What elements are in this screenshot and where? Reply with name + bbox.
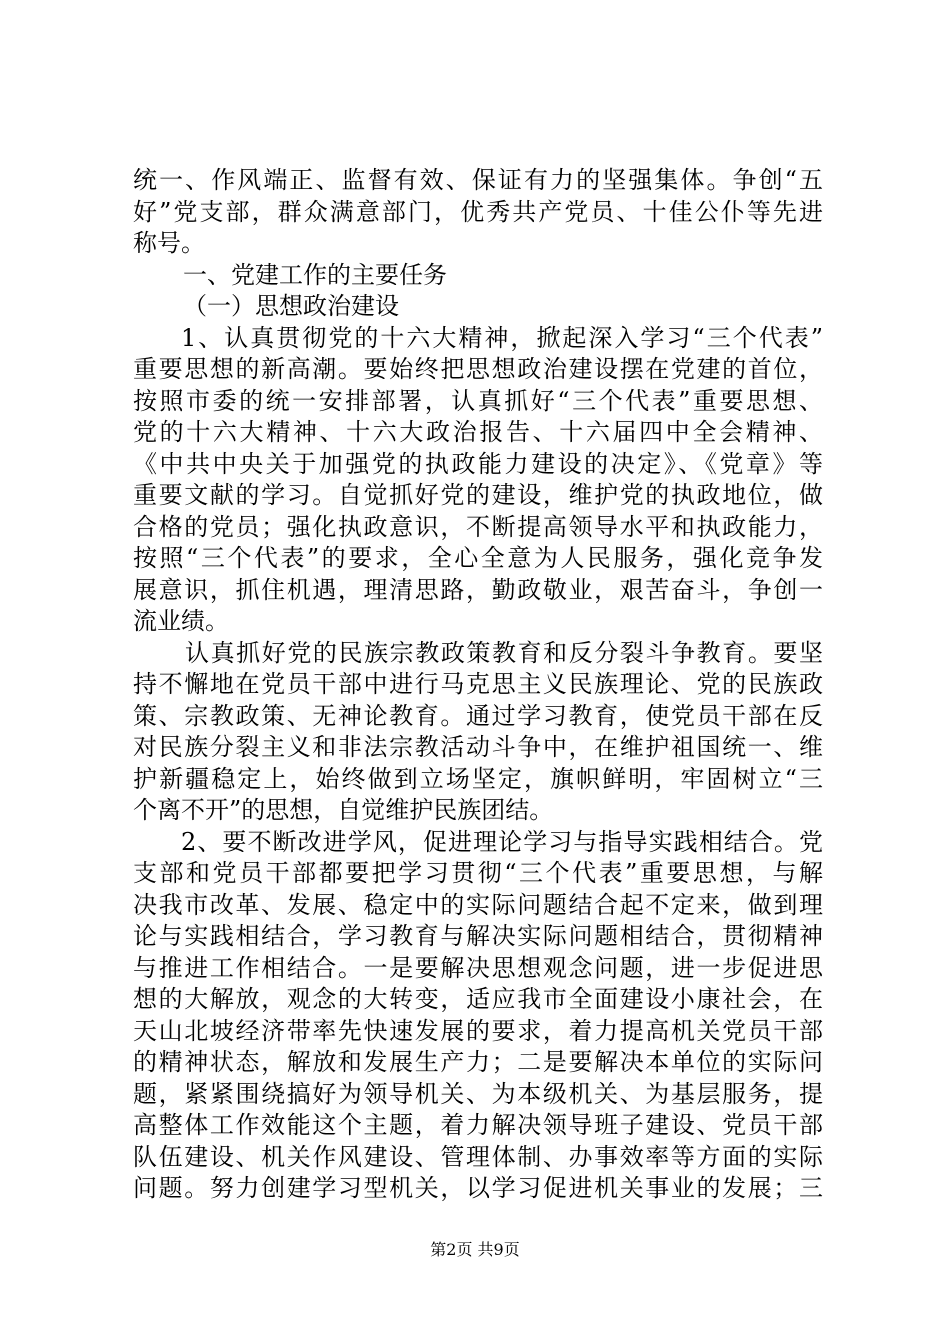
text-line: 重要思想的新高潮。要始终把思想政治建设摆在党建的首位，	[133, 355, 823, 383]
text-line: 一、党建工作的主要任务	[183, 260, 447, 289]
paragraph-1	[133, 165, 823, 260]
text-line: 问题。努力创建学习型机关，以学习促进机关事业的发展；三	[133, 1174, 823, 1202]
text-line: （一）思想政治建设	[183, 292, 399, 320]
text-line: 想的大解放，观念的大转变，适应我市全面建设小康社会，在	[133, 985, 823, 1013]
text-line: 合格的党员；强化执政意识，不断提高领导水平和执政能力，	[133, 512, 823, 541]
text-line: 论与实践相结合，学习教育与解决实际问题相结合，贯彻精神	[133, 922, 823, 950]
text-line: 称号。	[133, 229, 205, 257]
page-number-footer: 第2页 共9页	[430, 1240, 520, 1259]
text-line: 对民族分裂主义和非法宗教活动斗争中，在维护祖国统一、维	[133, 733, 823, 761]
text-line: 的精神状态，解放和发展生产力；二是要解决本单位的实际问	[133, 1048, 823, 1076]
text-line: 支部和党员干部都要把学习贯彻“三个代表”重要思想，与解	[133, 859, 823, 887]
text-line: 统一、作风端正、监督有效、保证有力的坚强集体。争创“五	[133, 166, 823, 194]
text-line: 护新疆稳定上，始终做到立场坚定，旗帜鲜明，牢固树立“三	[133, 764, 823, 793]
text-line: 队伍建设、机关作风建设、管理体制、办事效率等方面的实际	[133, 1142, 823, 1171]
paragraph-item-1	[133, 323, 823, 638]
text-line: 认真抓好党的民族宗教政策教育和反分裂斗争教育。要坚	[185, 638, 823, 667]
text-line: 按照市委的统一安排部署，认真抓好“三个代表”重要思想、	[133, 386, 823, 415]
text-line: 好”党支部，群众满意部门，优秀共产党员、十佳公仆等先进	[133, 197, 823, 226]
text-line: 流业绩。	[133, 607, 229, 635]
paragraph-ethnic-policy	[133, 638, 823, 827]
text-line: 题，紧紧围绕搞好为领导机关、为本级机关、为基层服务，提	[133, 1079, 823, 1108]
text-line: 党的十六大精神、十六大政治报告、十六届四中全会精神、	[133, 418, 823, 446]
section-heading	[133, 260, 823, 292]
text-line: 高整体工作效能这个主题，着力解决领导班子建设、党员干部	[133, 1111, 823, 1139]
text-line: 《中共中央关于加强党的执政能力建设的决定》、《党章》等	[133, 449, 823, 478]
text-line: 重要文献的学习。自觉抓好党的建设，维护党的执政地位，做	[133, 481, 823, 509]
text-line: 展意识，抓住机遇，理清思路，勤政敬业，艰苦奋斗，争创一	[133, 575, 823, 604]
document-body	[133, 165, 823, 1205]
text-line: 2、要不断改进学风，促进理论学习与指导实践相结合。党	[181, 827, 823, 856]
text-line: 1、认真贯彻党的十六大精神，掀起深入学习“三个代表”	[181, 323, 823, 352]
subsection-heading	[133, 291, 823, 323]
text-line: 个离不开”的思想，自觉维护民族团结。	[133, 796, 554, 824]
text-line: 策、宗教政策、无神论教育。通过学习教育，使党员干部在反	[133, 701, 823, 730]
paragraph-item-2	[133, 827, 823, 1205]
text-line: 天山北坡经济带率先快速发展的要求，着力提高机关党员干部	[133, 1016, 823, 1045]
text-line: 决我市改革、发展、稳定中的实际问题结合起不定来，做到理	[133, 890, 823, 919]
text-line: 与推进工作相结合。一是要解决思想观念问题，进一步促进思	[133, 953, 823, 982]
text-line: 持不懈地在党员干部中进行马克思主义民族理论、党的民族政	[133, 670, 823, 698]
text-line: 按照“三个代表”的要求，全心全意为人民服务，强化竞争发	[133, 544, 823, 572]
